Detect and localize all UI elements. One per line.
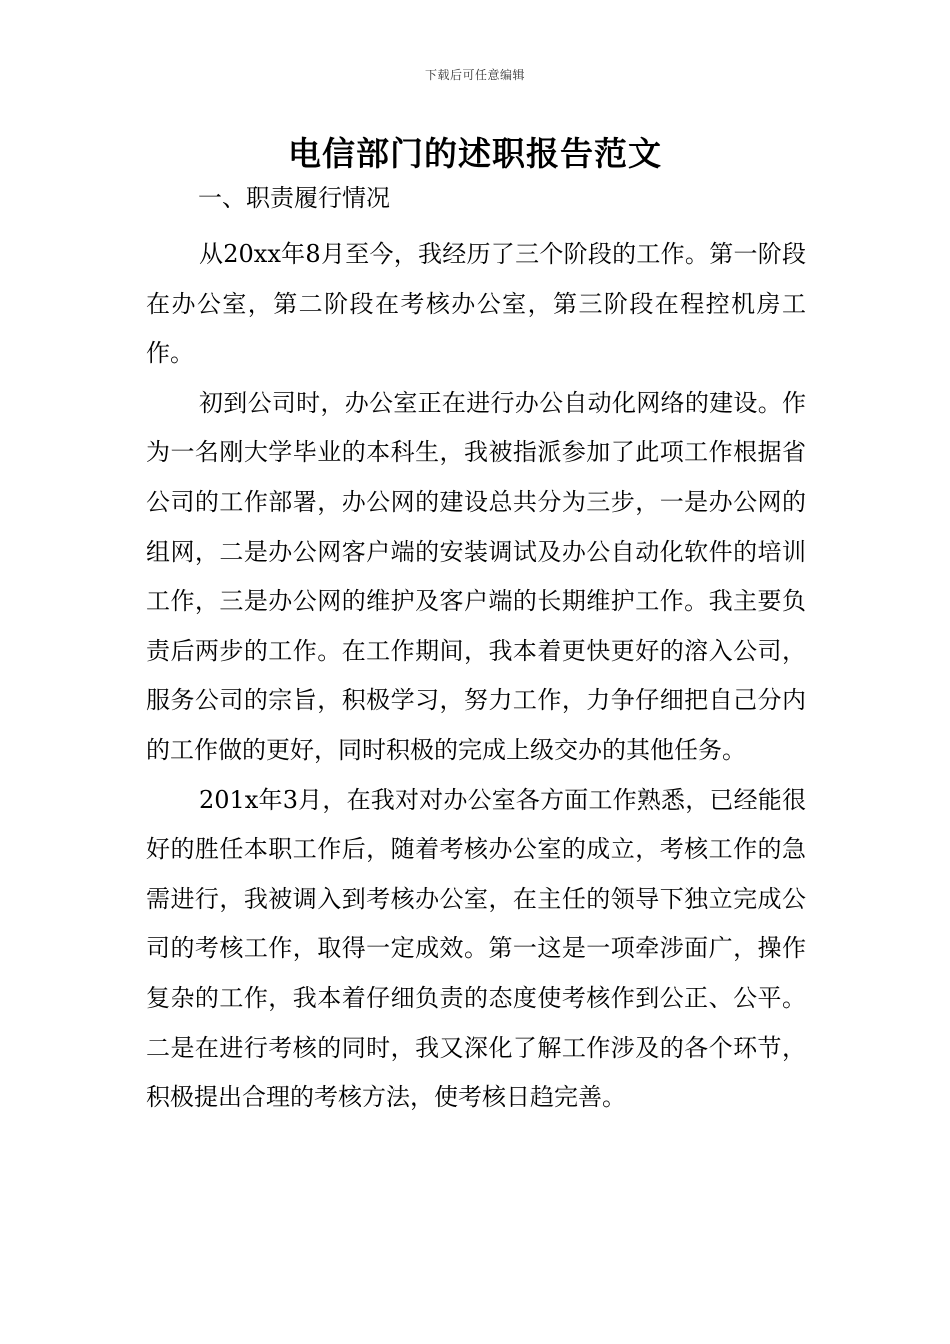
download-note: 下载后可任意编辑: [424, 68, 525, 82]
paragraph-assessment-office: 201x年3月，在我对对办公室各方面工作熟悉，已经能很好的胜任本职工作后，随着考核办公室的成立，考核工作的急需进行，我被调入到考核办公室，在主任的领导下独立完成公司的考核工作，取得一定成效。第一这是一项牵涉面广，操作复杂的工作，我本着仔细负责的态度使考核作到公正、公平。二是在进行考核的同时，我又深化了解工作涉及的各个环节，积极提出合理的考核方法，使考核日趋完善。: [146, 785, 806, 1112]
document-body: [146, 230, 806, 1123]
section-heading: 一、职责履行情况: [198, 184, 390, 212]
document-title: 电信部门的述职报告范文: [288, 134, 662, 173]
paragraph-office-automation: 初到公司时，办公室正在进行办公自动化网络的建设。作为一名刚大学毕业的本科生，我被指派参加了此项工作根据省公司的工作部署，办公网的建设总共分为三步，一是办公网的组网，二是办公网客户端的安装调试及办公自动化软件的培训工作，三是办公网的维护及客户端的长期维护工作。我主要负责后两步的工作。在工作期间，我本着更快更好的溶入公司，服务公司的宗旨，积极学习，努力工作，力争仔细把自己分内的工作做的更好，同时积极的完成上级交办的其他任务。: [146, 388, 806, 764]
paragraph-stages: 从20xx年8月至今，我经历了三个阶段的工作。第一阶段在办公室，第二阶段在考核办公室，第三阶段在程控机房工作。: [146, 240, 806, 368]
